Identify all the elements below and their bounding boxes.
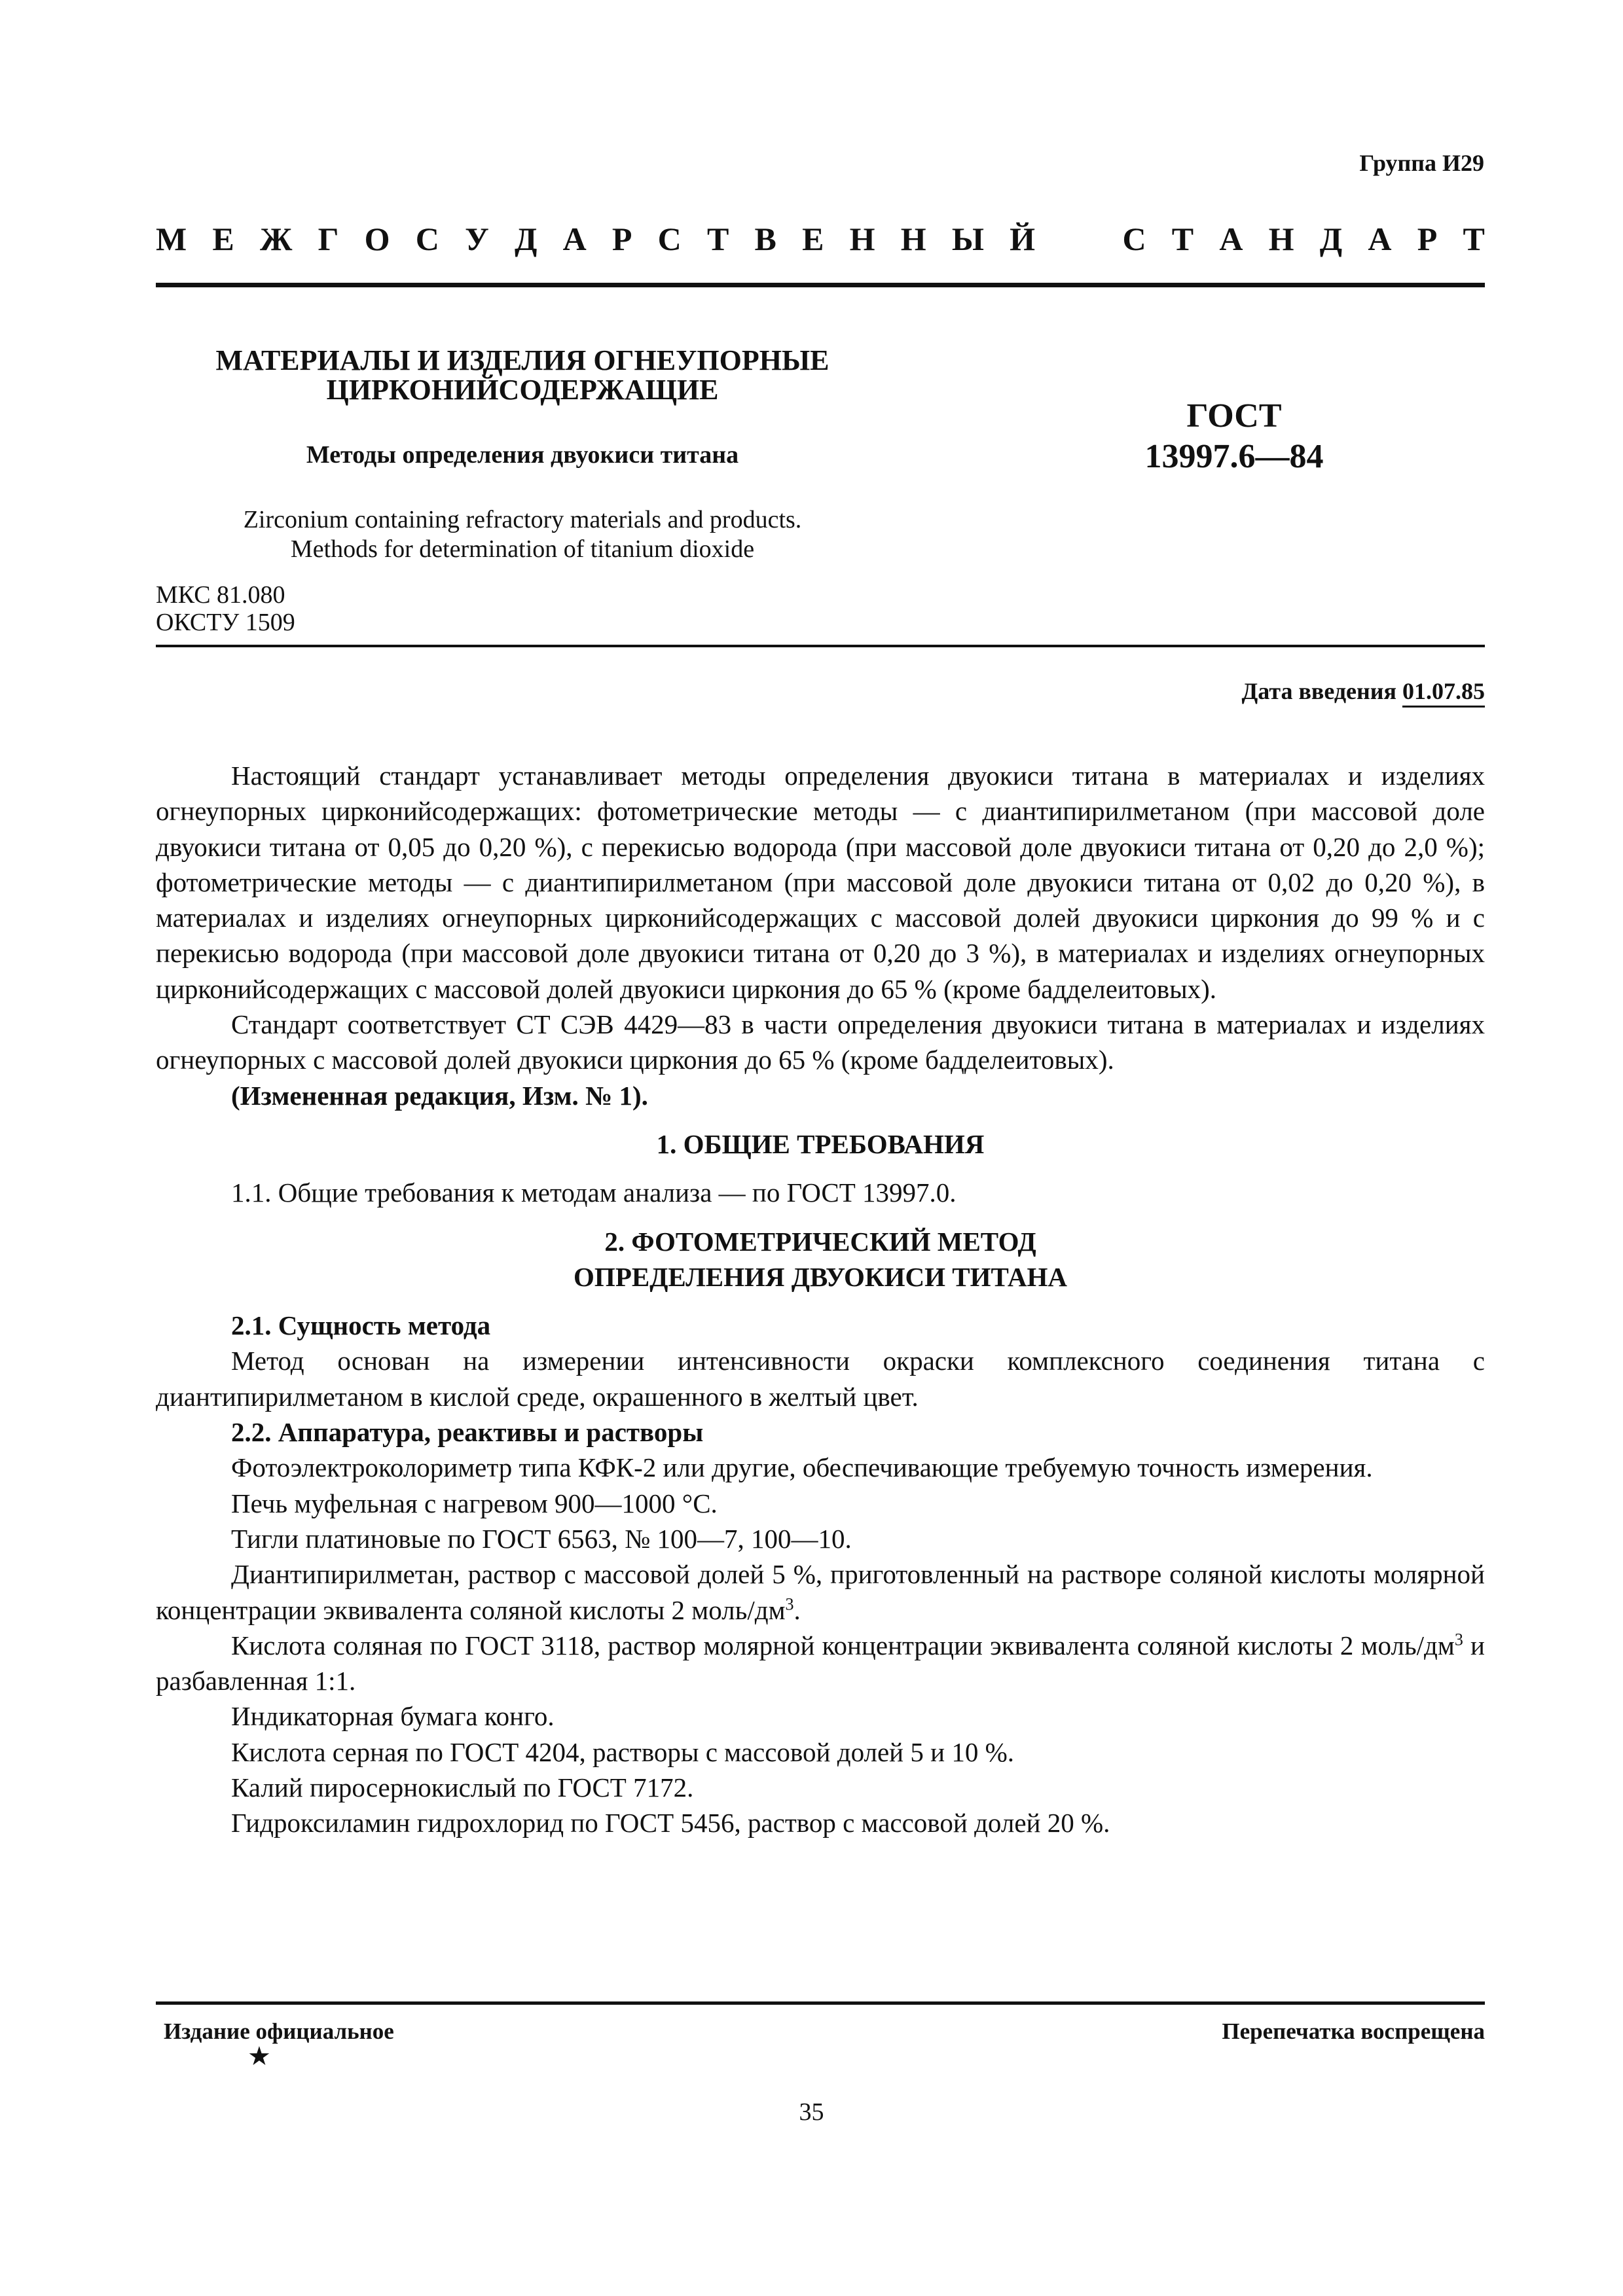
middle-rule [156, 645, 1485, 647]
banner-letter: Н [1268, 221, 1294, 257]
banner-word-gap [1061, 223, 1097, 255]
banner-letter: С [657, 221, 682, 257]
superscript: 3 [1454, 1630, 1463, 1649]
page-number: 35 [799, 2098, 824, 2126]
classification-codes [156, 581, 295, 636]
banner-letter: Е [802, 221, 824, 257]
star-icon: ★ [247, 2041, 271, 2071]
reagent-item: Печь муфельная с нагревом 900—1000 °С. [231, 1488, 718, 1518]
top-rule [156, 283, 1485, 287]
banner-letter: В [754, 221, 776, 257]
bottom-rule [156, 2001, 1485, 2005]
clause-2-1-text: Метод основан на измерении интенсивности окраски комплексного соединения титана с диантипирилметаном в кислой среде, окрашенного в желтый цвет. [156, 1346, 1485, 1412]
introduction-date [1242, 677, 1486, 705]
mks-code: МКС 81.080 [156, 581, 285, 609]
banner-letter: Н [849, 221, 875, 257]
title-line-1: МАТЕРИАЛЫ И ИЗДЕЛИЯ ОГНЕУПОРНЫЕ [215, 344, 830, 376]
interstate-standard-banner [156, 223, 1485, 255]
introduction-date-label: Дата введения [1241, 678, 1396, 704]
banner-letter: У [465, 221, 489, 257]
scope-paragraph: Настоящий стандарт устанавливает методы определения двуокиси титана в материалах и изделиях огнеупорных цирконийсодержащих: фотометрические методы — с диантипирилметаном (при массовой доле двуокиси титана от 0,05 до 0,20 %), с перекисью водорода (при массовой доле двуокиси титана от 0,20 до 2,0 %); фотометрические методы — с диантипирилметаном (при массовой доле двуокиси титана от 0,02 до 0,20 %), в материалах и изделиях огнеупорных цирконийсодержащих с массовой долей двуокиси циркония до 99 % и с перекисью водорода (при массовой доле двуокиси титана от 0,20 до 3 %), в материалах и изделиях огнеупорных цирконийсодержащих с массовой долей двуокиси циркония до 65 % (кроме бадделеитовых). [156, 761, 1485, 1004]
banner-letter: А [562, 221, 587, 257]
reagent-item [156, 1628, 1485, 1699]
reagent-item: Фотоэлектроколориметр типа КФК-2 или другие, обеспечивающие требуемую точность измерения. [231, 1452, 1373, 1483]
banner-letter: А [1368, 221, 1392, 257]
english-title-line-2: Methods for determination of titanium dioxide [290, 535, 755, 563]
reagent-text: Кислота соляная по ГОСТ 3118, раствор молярной концентрации эквивалента соляной кислоты 2 моль/дм [231, 1630, 1455, 1660]
superscript: 3 [785, 1594, 794, 1613]
section-2-heading-line-2: ОПРЕДЕЛЕНИЯ ДВУОКИСИ ТИТАНА [574, 1261, 1067, 1292]
gost-label: ГОСТ [1186, 397, 1282, 435]
clause-2-2-heading: 2.2. Аппаратура, реактивы и растворы [231, 1417, 704, 1448]
section-2-heading-line-1: 2. ФОТОМЕТРИЧЕСКИЙ МЕТОД [604, 1226, 1036, 1257]
banner-letter: Д [1319, 221, 1343, 257]
reagent-text-end: и разбавленная 1:1. [156, 1630, 1485, 1696]
group-label: Группа И29 [1359, 150, 1484, 176]
banner-letter: Р [1417, 221, 1438, 257]
reagent-item: Кислота серная по ГОСТ 4204, растворы с массовой долей 5 и 10 %. [231, 1736, 1014, 1767]
reagent-text-end: . [793, 1594, 801, 1625]
banner-letter: Т [1171, 221, 1194, 257]
conformity-paragraph: Стандарт соответствует СТ СЭВ 4429—83 в части определения двуокиси титана в материалах и изделиях огнеупорных с массовой долей двуокиси циркония до 65 % (кроме бадделеитовых). [156, 1009, 1485, 1075]
banner-letter: М [156, 221, 187, 257]
amendment-note: (Измененная редакция, Изм. № 1). [231, 1080, 648, 1111]
okstu-code: ОКСТУ 1509 [156, 609, 295, 636]
reagent-item: Индикаторная бумага конго. [231, 1701, 555, 1732]
section-1-heading: 1. ОБЩИЕ ТРЕБОВАНИЯ [656, 1128, 985, 1159]
reprint-prohibited-label: Перепечатка воспрещена [1222, 2018, 1485, 2044]
clause-2-1-heading: 2.1. Сущность метода [231, 1310, 491, 1341]
banner-letter: Е [212, 221, 234, 257]
introduction-date-value: 01.07.85 [1402, 678, 1485, 708]
banner-letter: Ж [259, 221, 293, 257]
banner-letter: Г [318, 221, 339, 257]
title-block [156, 346, 889, 564]
banner-letter: С [415, 221, 439, 257]
banner-letter: Й [1010, 221, 1036, 257]
reagent-item: Калий пиросернокислый по ГОСТ 7172. [231, 1772, 694, 1803]
title-line-2: ЦИРКОНИЙСОДЕРЖАЩИЕ [326, 374, 719, 406]
banner-letter: Ы [951, 221, 984, 257]
reagent-text: Диантипирилметан, раствор с массовой долей 5 %, приготовленный на растворе соляной кислоты молярной концентрации эквивалента соляной кислоты 2 моль/дм [156, 1559, 1485, 1625]
reagent-item: Гидроксиламин гидрохлорид по ГОСТ 5456, раствор с массовой долей 20 %. [231, 1808, 1110, 1839]
reagent-item: Тигли платиновые по ГОСТ 6563, № 100—7, 100—10. [231, 1523, 852, 1554]
banner-letter: С [1122, 221, 1146, 257]
english-title-line-1: Zirconium containing refractory materials and products. [243, 506, 802, 533]
banner-letter: Н [900, 221, 926, 257]
document-body [156, 758, 1485, 1841]
clause-1-1: 1.1. Общие требования к методам анализа — по ГОСТ 13997.0. [231, 1177, 957, 1208]
gost-designation [1061, 396, 1408, 477]
banner-letter: Т [1463, 221, 1485, 257]
banner-letter: А [1219, 221, 1243, 257]
document-subtitle: Методы определения двуокиси титана [306, 441, 739, 469]
reagent-item [156, 1556, 1485, 1628]
banner-letter: Р [611, 221, 632, 257]
document-title [156, 346, 889, 404]
banner-letter: Т [706, 221, 729, 257]
english-title [156, 505, 889, 564]
banner-letter: Д [514, 221, 538, 257]
official-edition-label: Издание официальное [164, 2018, 394, 2044]
banner-letter: О [364, 221, 390, 257]
gost-number: 13997.6—84 [1144, 438, 1324, 475]
